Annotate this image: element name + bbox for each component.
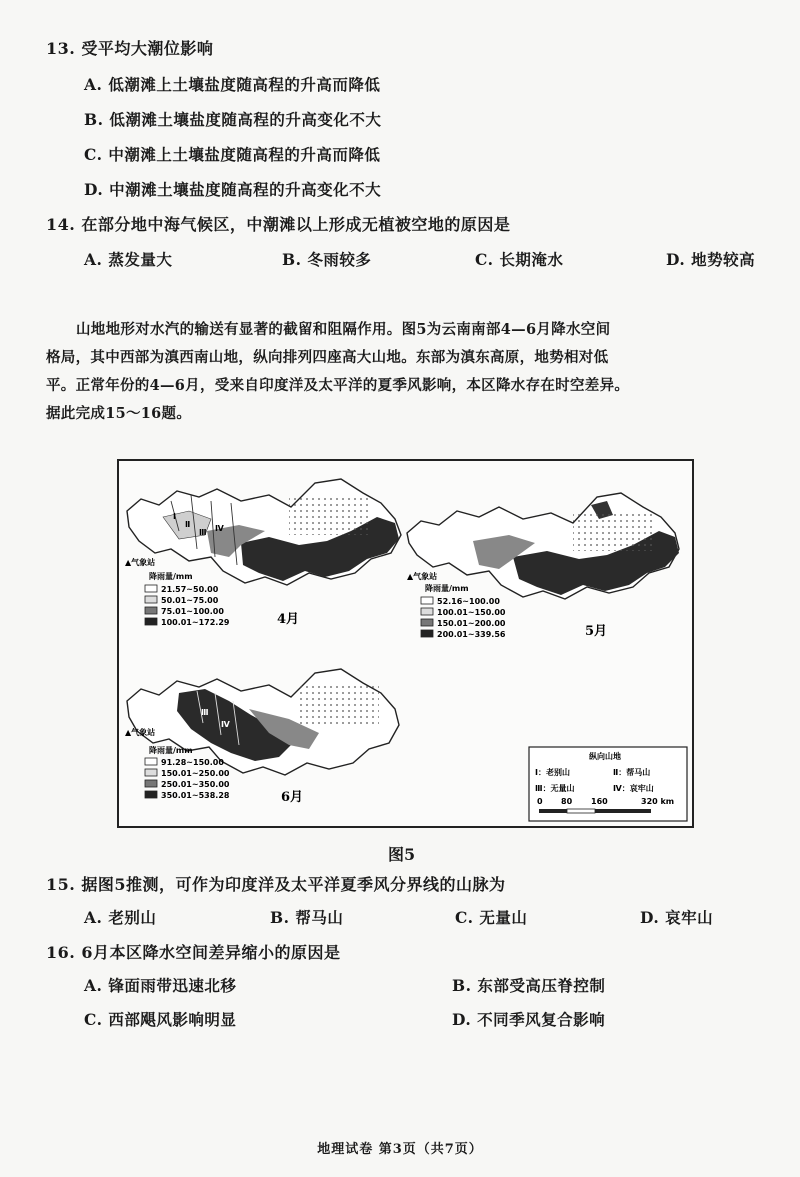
page-footer: 地理试卷 第3页（共7页） (317, 1142, 483, 1157)
q14-option-b[interactable]: B. 冬雨较多 (282, 250, 372, 269)
april-legend-2: 50.01~75.00 (161, 596, 219, 605)
june-legend-2: 150.01~250.00 (161, 769, 230, 778)
key-title: 纵向山地 (589, 752, 621, 761)
q15-option-a[interactable]: A. 老别山 (84, 908, 157, 927)
june-label-3: Ⅲ (201, 708, 209, 717)
mountain-key (529, 747, 687, 821)
may-month-label: 5月 (585, 624, 608, 639)
scale-320: 320 km (641, 797, 675, 806)
q16-option-a[interactable]: A. 锋面雨带迅速北移 (84, 976, 237, 995)
passage (46, 316, 766, 428)
q15-stem: 15. 据图5推测，可作为印度洋及太平洋夏季风分界线的山脉为 (46, 875, 506, 894)
passage-line-1: 山地地形对水汽的输送有显著的截留和阻隔作用。图5为云南南部4—6月降水空间 (76, 321, 611, 338)
q13-option-b[interactable]: B. 低潮滩土壤盐度随高程的升高变化不大 (84, 110, 382, 129)
april-label-1: Ⅰ (173, 512, 176, 521)
key-item-1: Ⅰ：老别山 (535, 768, 570, 777)
april-label-3: Ⅲ (199, 528, 207, 537)
q15-option-b[interactable]: B. 帮马山 (270, 908, 344, 927)
key-item-2: Ⅱ：帮马山 (613, 768, 651, 777)
q16-stem: 16. 6月本区降水空间差异缩小的原因是 (46, 943, 341, 962)
may-station-label: ▲气象站 (407, 572, 438, 581)
may-legend-2: 100.01~150.00 (437, 608, 506, 617)
map-april (125, 479, 401, 627)
q16-option-c[interactable]: C. 西部飓风影响明显 (84, 1010, 237, 1029)
q13-option-c[interactable]: C. 中潮滩上土壤盐度随高程的升高而降低 (84, 145, 381, 164)
april-month-label: 4月 (277, 612, 300, 627)
june-legend-3: 250.01~350.00 (161, 780, 230, 789)
precipitation-maps (119, 461, 692, 826)
april-legend-3: 75.01~100.00 (161, 607, 224, 616)
q16-option-b[interactable]: B. 东部受高压脊控制 (452, 976, 606, 995)
june-legend-4: 350.01~538.28 (161, 791, 230, 800)
april-label-4: Ⅳ (215, 524, 224, 533)
scale-bar (539, 809, 651, 813)
april-legend-title: 降雨量/mm (149, 572, 193, 581)
q14-option-a[interactable]: A. 蒸发量大 (84, 250, 173, 269)
june-legend-title: 降雨量/mm (149, 746, 193, 755)
june-label-4: Ⅳ (221, 720, 230, 729)
figure-5 (117, 459, 694, 828)
june-station-label: ▲气象站 (125, 728, 156, 737)
june-legend-1: 91.28~150.00 (161, 758, 224, 767)
may-legend-3: 150.01~200.00 (437, 619, 506, 628)
figure-caption: 图5 (388, 845, 416, 864)
q13-option-d[interactable]: D. 中潮滩土壤盐度随高程的升高变化不大 (84, 180, 382, 199)
scale-0: 0 (537, 797, 543, 806)
q15-option-c[interactable]: C. 无量山 (455, 908, 528, 927)
q14-option-d[interactable]: D. 地势较高 (666, 250, 756, 269)
passage-line-3: 平。正常年份的4—6月，受来自印度洋及太平洋的夏季风影响，本区降水存在时空差异。 (46, 377, 630, 394)
scale-160: 160 (591, 797, 608, 806)
may-legend-1: 52.16~100.00 (437, 597, 500, 606)
april-station-label: ▲气象站 (125, 558, 156, 567)
q14-stem: 14. 在部分地中海气候区，中潮滩以上形成无植被空地的原因是 (46, 215, 511, 234)
april-label-2: Ⅱ (185, 520, 191, 529)
map-june (125, 669, 399, 805)
q13-option-a[interactable]: A. 低潮滩上土壤盐度随高程的升高而降低 (84, 75, 381, 94)
key-item-4: Ⅳ：哀牢山 (613, 784, 654, 793)
q14-option-c[interactable]: C. 长期淹水 (475, 250, 564, 269)
q15-option-d[interactable]: D. 哀牢山 (640, 908, 714, 927)
april-legend-1: 21.57~50.00 (161, 585, 219, 594)
q16-option-d[interactable]: D. 不同季风复合影响 (452, 1010, 606, 1029)
may-legend-4: 200.01~339.56 (437, 630, 506, 639)
june-month-label: 6月 (281, 790, 304, 805)
passage-line-2: 格局，其中西部为滇西南山地，纵向排列四座高大山地。东部为滇东高原，地势相对低 (46, 349, 609, 366)
april-legend-4: 100.01~172.29 (161, 618, 230, 627)
q13-stem: 13. 受平均大潮位影响 (46, 39, 214, 58)
key-item-3: Ⅲ：无量山 (535, 784, 575, 793)
passage-line-4: 据此完成15～16题。 (46, 405, 192, 422)
scale-80: 80 (561, 797, 573, 806)
may-legend-title: 降雨量/mm (425, 584, 469, 593)
map-may (407, 493, 679, 639)
